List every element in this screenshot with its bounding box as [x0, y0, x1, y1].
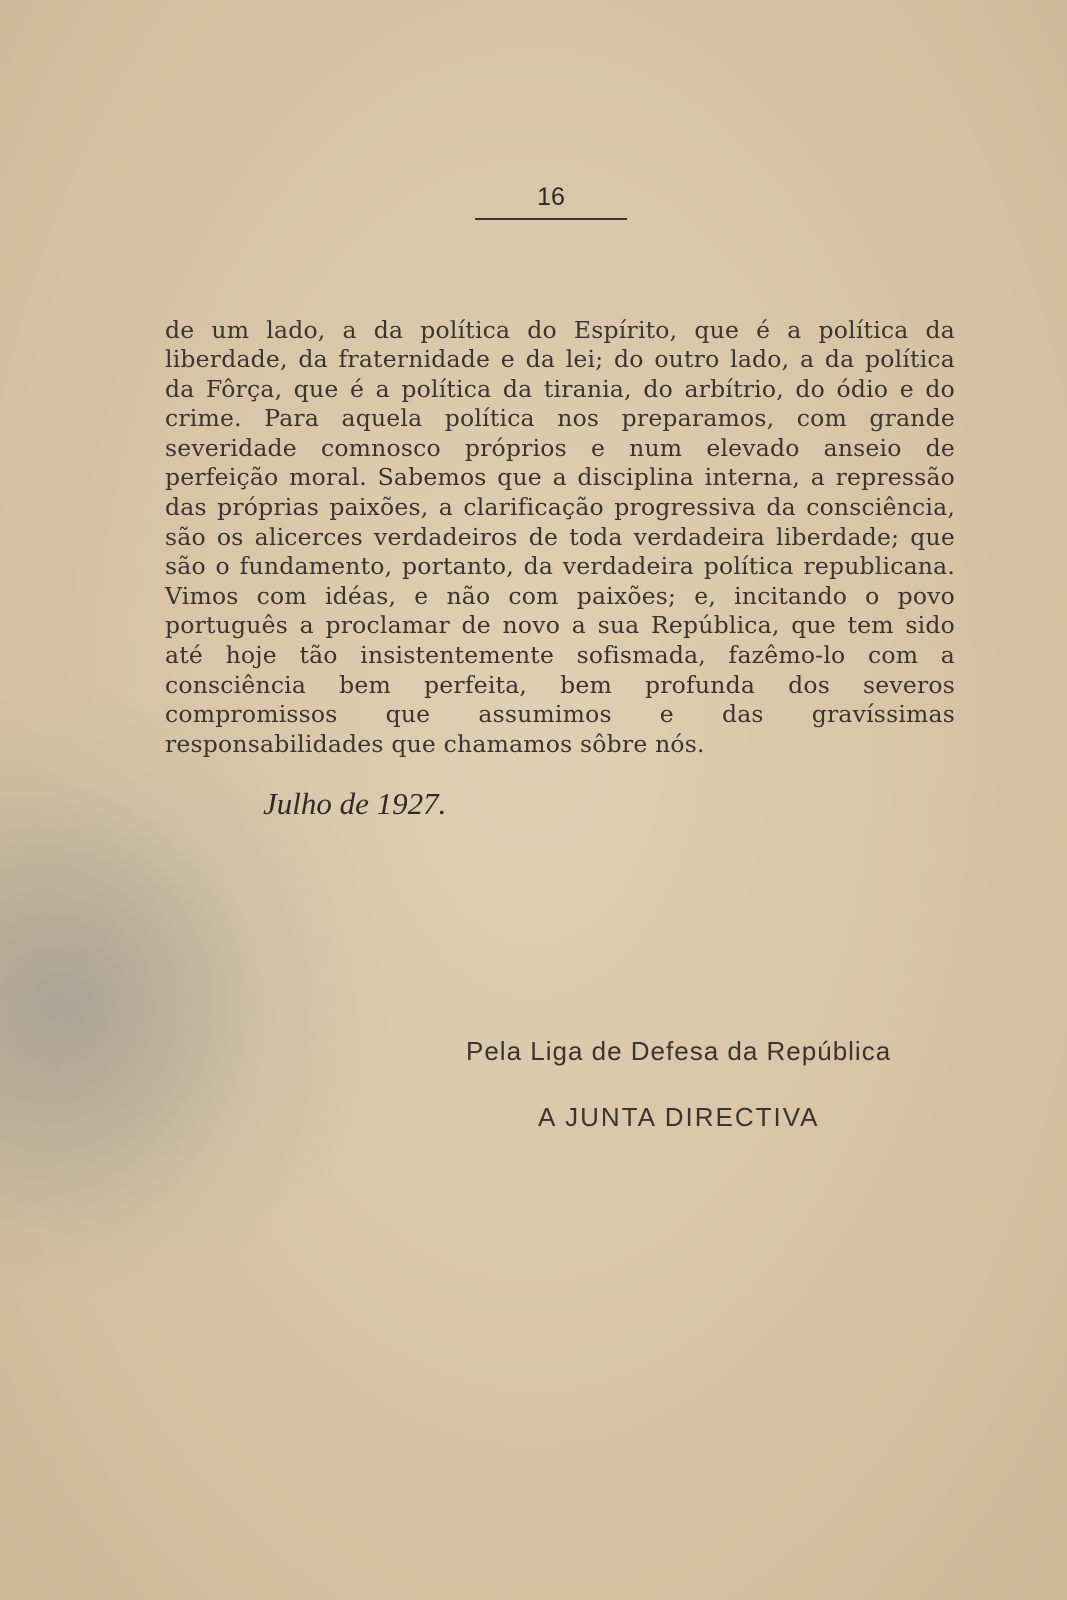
page-number-rule: [475, 218, 627, 220]
signature-board: A JUNTA DIRECTIVA: [538, 1102, 820, 1132]
body-paragraph: de um lado, a da política do Espírito, que é a política da liberdade, da fraternidade e da lei; do outro lado, a da política da Fôrça, que é a política da tirania, do arbítrio, do ódio e do crime. Para aquela política nos preparamos, com grande severidade comnosco próprios e num elevado anseio de perfeição moral. Sabemos que a disciplina interna, a repressão das próprias paixões, a clarificação progressiva da consciência, são os alicerces verdadeiros de toda verdadeira liberdade; que são o fundamento, portanto, da verdadeira política republicana. Vimos com idéas, e não com paixões; e, incitando o povo português a proclamar de novo a sua República, que tem sido até hoje tão insistentemente sofismada, fazêmo-lo com a consciência bem perfeita, bem profunda dos severos compromissos que assumimos e das gravíssimas responsabilidades que chamamos sôbre nós.: [165, 315, 955, 758]
date-line: Julho de 1927.: [263, 786, 447, 821]
paper-stain: [0, 780, 260, 1240]
signature-organization: Pela Liga de Defesa da República: [466, 1036, 892, 1066]
page-number: 16: [537, 183, 565, 211]
